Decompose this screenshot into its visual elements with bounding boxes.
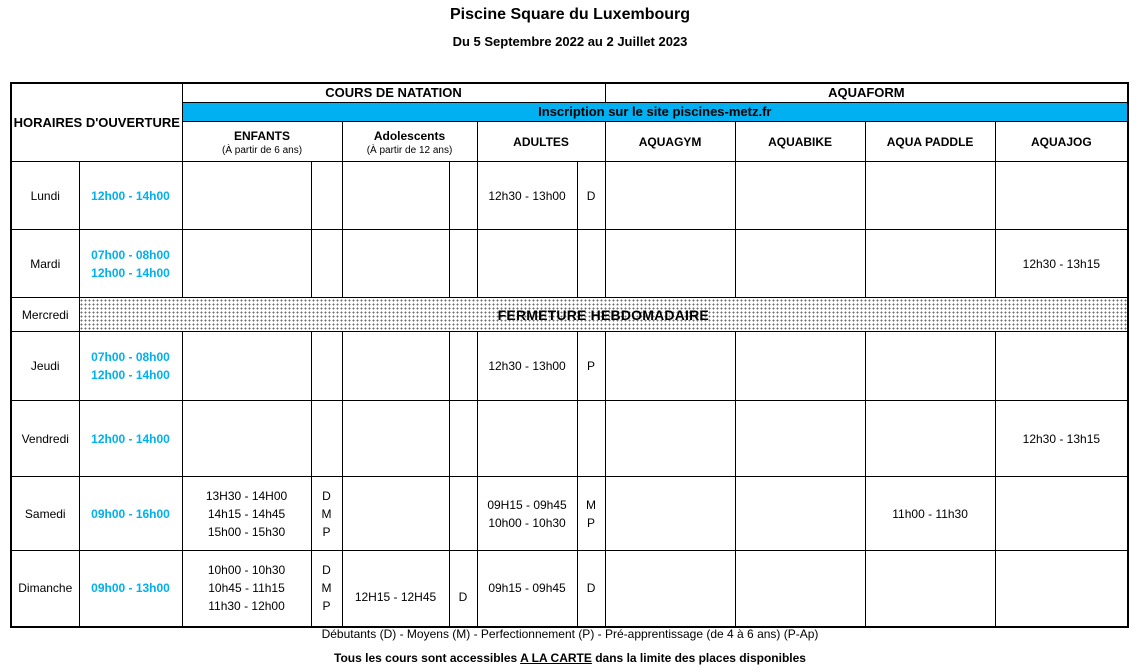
aquagym-samedi (605, 477, 735, 551)
aquajog-mardi-1: 12h30 - 13h15 (1022, 256, 1101, 271)
header-adolescents-note: (À partir de 12 ans) (366, 144, 453, 156)
adultes-dimanche-1: 09h15 - 09h45 (488, 581, 566, 596)
enfants-level-dimanche-1: D (322, 563, 331, 578)
adultes-mardi (477, 230, 577, 298)
adultes-samedi-1: 09H15 - 09h45 (487, 497, 567, 512)
closed-banner: FERMETURE HEBDOMADAIRE (79, 298, 1128, 332)
aquabike-dimanche (735, 551, 865, 627)
hours-dimanche (79, 551, 182, 627)
header-enfants (182, 122, 342, 162)
hours-lundi (79, 162, 182, 230)
page-title: Piscine Square du Luxembourg (449, 6, 691, 23)
aquapaddle-samedi (865, 477, 995, 551)
header-aqua-paddle: AQUA PADDLE (865, 122, 995, 162)
aquapaddle-jeudi (865, 332, 995, 401)
header-cours-natation: COURS DE NATATION (182, 83, 605, 103)
ados-lundi (342, 162, 449, 230)
enfants-dimanche-1: 10h00 - 10h30 (207, 563, 286, 578)
aquapaddle-vendredi (865, 401, 995, 477)
enfants-samedi (182, 477, 311, 551)
adultes-level-vendredi (577, 401, 605, 477)
hours-vendredi-1: 12h00 - 14h00 (91, 431, 170, 446)
schedule-table (10, 82, 1129, 628)
ados-dimanche-1: 12H15 - 12H45 (354, 589, 437, 604)
header-adolescents-label: Adolescents (373, 128, 446, 143)
a-la-carte-emph: A LA CARTE (520, 651, 592, 665)
hours-dimanche-1: 09h00 - 13h00 (91, 581, 170, 596)
adultes-level-lundi (577, 162, 605, 230)
row-dimanche (11, 551, 1128, 627)
header-aquabike: AQUABIKE (735, 122, 865, 162)
adultes-level-jeudi-1: P (587, 359, 596, 373)
adultes-samedi (477, 477, 577, 551)
aquabike-vendredi (735, 401, 865, 477)
a-la-carte-after: dans la limite des places disponibles (591, 651, 806, 665)
ados-level-dimanche (449, 551, 477, 627)
ados-level-jeudi (449, 332, 477, 401)
enfants-mardi (182, 230, 311, 298)
ados-samedi (342, 477, 449, 551)
hours-lundi-1: 12h00 - 14h00 (91, 188, 170, 203)
enfants-lundi (182, 162, 311, 230)
enfants-level-dimanche-3: P (322, 599, 331, 614)
aquajog-mardi (995, 230, 1128, 298)
hours-jeudi (79, 332, 182, 401)
aquajog-jeudi (995, 332, 1128, 401)
ados-vendredi (342, 401, 449, 477)
aquagym-vendredi (605, 401, 735, 477)
adultes-dimanche (477, 551, 577, 627)
ados-jeudi (342, 332, 449, 401)
header-aquagym: AQUAGYM (605, 122, 735, 162)
adultes-jeudi-1: 12h30 - 13h00 (488, 359, 566, 373)
enfants-samedi-1: 13H30 - 14H00 (205, 488, 288, 503)
ados-mardi (342, 230, 449, 298)
ados-level-lundi (449, 162, 477, 230)
aquagym-jeudi (605, 332, 735, 401)
aquabike-mardi (735, 230, 865, 298)
hours-samedi-1: 09h00 - 16h00 (91, 506, 170, 521)
aquagym-mardi (605, 230, 735, 298)
ados-level-mardi (449, 230, 477, 298)
day-lundi: Lundi (11, 162, 79, 230)
enfants-level-jeudi (311, 332, 342, 401)
enfants-level-samedi (311, 477, 342, 551)
adultes-jeudi (477, 332, 577, 401)
enfants-level-samedi-1: D (322, 488, 331, 503)
enfants-level-mardi (311, 230, 342, 298)
day-jeudi: Jeudi (11, 332, 79, 401)
enfants-level-vendredi (311, 401, 342, 477)
day-samedi: Samedi (11, 477, 79, 551)
ados-level-samedi (449, 477, 477, 551)
day-mardi: Mardi (11, 230, 79, 298)
inscription-banner: Inscription sur le site piscines-metz.fr (182, 103, 1128, 122)
aquapaddle-mardi (865, 230, 995, 298)
aquajog-vendredi-1: 12h30 - 13h15 (1022, 431, 1101, 446)
header-horaires: HORAIRES D'OUVERTURE (11, 83, 182, 162)
row-jeudi (11, 332, 1128, 401)
header-aquajog: AQUAJOG (995, 122, 1128, 162)
enfants-level-dimanche-2: M (321, 581, 332, 596)
enfants-jeudi (182, 332, 311, 401)
row-mardi (11, 230, 1128, 298)
day-vendredi: Vendredi (11, 401, 79, 477)
aquagym-dimanche (605, 551, 735, 627)
header-enfants-note: (À partir de 6 ans) (221, 144, 303, 156)
hours-samedi (79, 477, 182, 551)
enfants-samedi-3: 15h00 - 15h30 (207, 524, 286, 539)
adultes-vendredi (477, 401, 577, 477)
hours-jeudi-2: 12h00 - 14h00 (91, 368, 170, 382)
enfants-dimanche-3: 11h30 - 12h00 (208, 599, 285, 614)
enfants-dimanche-2: 10h45 - 11h15 (208, 581, 285, 596)
day-mercredi: Mercredi (11, 298, 79, 332)
aquagym-lundi (605, 162, 735, 230)
day-dimanche: Dimanche (11, 551, 79, 627)
aquapaddle-samedi-1: 11h00 - 11h30 (892, 506, 968, 521)
legend-text: Débutants (D) - Moyens (M) - Perfectionnement (P) - Pré-apprentissage (de 4 à 6 ans) (P-Ap) (321, 627, 819, 641)
adultes-samedi-2: 10h00 - 10h30 (488, 515, 566, 530)
ados-level-vendredi (449, 401, 477, 477)
enfants-samedi-2: 14h15 - 14h45 (207, 506, 286, 521)
hours-mardi (79, 230, 182, 298)
aquajog-lundi (995, 162, 1128, 230)
header-aquaform: AQUAFORM (605, 83, 1128, 103)
hours-vendredi (79, 401, 182, 477)
row-mercredi (11, 298, 1128, 332)
hours-mardi-1: 07h00 - 08h00 (91, 247, 170, 262)
enfants-dimanche (182, 551, 311, 627)
aquapaddle-dimanche (865, 551, 995, 627)
adultes-level-dimanche (577, 551, 605, 627)
header-enfants-label: ENFANTS (234, 128, 291, 143)
header-adolescents (342, 122, 477, 162)
enfants-vendredi (182, 401, 311, 477)
aquajog-dimanche (995, 551, 1128, 627)
adultes-level-jeudi (577, 332, 605, 401)
aquajog-samedi (995, 477, 1128, 551)
aquabike-samedi (735, 477, 865, 551)
hours-jeudi-1: 07h00 - 08h00 (91, 350, 170, 364)
adultes-level-samedi-2: P (587, 515, 596, 530)
adultes-level-dimanche-1: D (586, 581, 596, 596)
aquabike-lundi (735, 162, 865, 230)
aquabike-jeudi (735, 332, 865, 401)
a-la-carte-before: Tous les cours sont accessibles (334, 651, 521, 665)
ados-dimanche (342, 551, 449, 627)
a-la-carte-note (0, 651, 1140, 665)
enfants-level-samedi-2: M (321, 506, 332, 521)
page-subtitle: Du 5 Septembre 2022 au 2 Juillet 2023 (452, 34, 688, 49)
hours-mardi-2: 12h00 - 14h00 (91, 265, 170, 280)
adultes-level-samedi-1: M (586, 497, 597, 512)
aquapaddle-lundi (865, 162, 995, 230)
adultes-level-samedi (577, 477, 605, 551)
row-samedi (11, 477, 1128, 551)
enfants-level-lundi (311, 162, 342, 230)
row-lundi (11, 162, 1128, 230)
adultes-lundi (477, 162, 577, 230)
adultes-level-lundi-1: D (586, 188, 596, 203)
aquajog-vendredi (995, 401, 1128, 477)
enfants-level-samedi-3: P (322, 524, 331, 539)
ados-level-dimanche-1: D (458, 589, 468, 604)
header-adultes: ADULTES (477, 122, 605, 162)
enfants-level-dimanche (311, 551, 342, 627)
adultes-lundi-1: 12h30 - 13h00 (488, 188, 566, 203)
adultes-level-mardi (577, 230, 605, 298)
row-vendredi (11, 401, 1128, 477)
